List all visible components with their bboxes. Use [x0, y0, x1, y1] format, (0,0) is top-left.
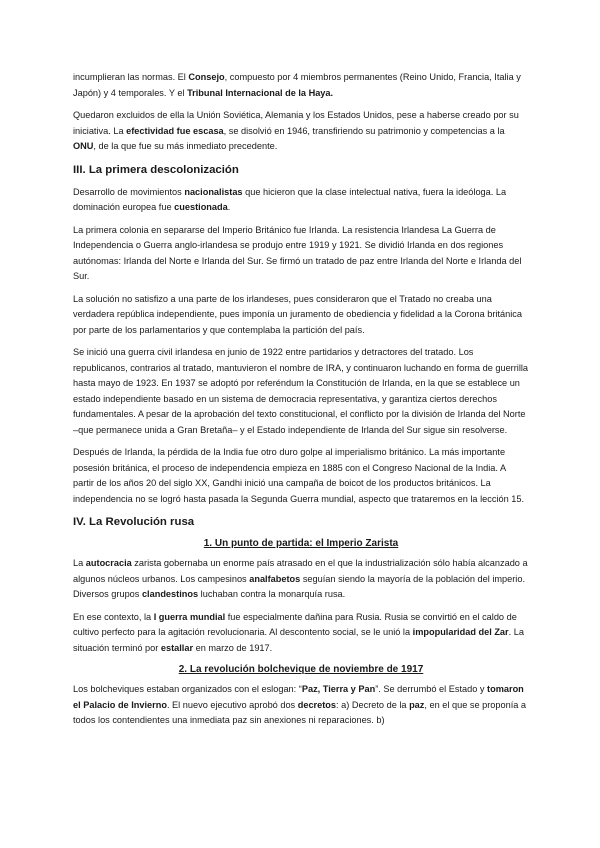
section-heading — [73, 515, 529, 530]
bold-text: Consejo — [188, 72, 225, 82]
text-run: : a) Decreto de la — [336, 699, 410, 710]
paragraph — [73, 556, 529, 603]
paragraph — [73, 223, 529, 285]
bold-text: paz — [409, 699, 425, 710]
text-run: Se inició una guerra civil irlandesa en junio de 1922 entre partidarios y detractores del tratado. Los republicanos, contrarios al tratado, mantuvieron el nombre de IRA, y continuaron luchando en forma de guerrilla hasta mayo de 1923. En 1937 se adoptó por referéndum la Constitución de Irlanda, en la que se establece un estado independiente basado en un sistema de democracia representativa, y garantiza ciertos derechos fundamentales. A pesar de la aprobación del texto constitucional, el conflicto por la división de Irlanda del Norte –que permanece unida a Gran Bretaña– y el Estado independiente de Irlanda del Sur sigue sin resolverse. — [73, 347, 529, 435]
text-run: La solución no satisfizo a una parte de los irlandeses, pues consideraron que el Tratado no creaba una verdadera república independiente, pues imponía un juramento de obediencia y fidelidad a la Corona británica por parte de los parlamentarios y que contemplaba la partición del país. — [73, 293, 522, 335]
section-heading — [73, 163, 529, 178]
paragraph — [73, 345, 529, 438]
bold-text: autocracia — [85, 558, 132, 568]
text-run: , en el que se proponía a todos los contendientes una inmediata paz sin anexiones ni reparaciones. b) — [73, 699, 527, 725]
bold-text: ONU — [73, 141, 94, 151]
paragraph — [73, 185, 529, 216]
text-run: La primera colonia en separarse del Imperio Británico fue Irlanda. La resistencia Irlandesa La Guerra de Independencia o Guerra anglo-irlandesa se produjo entre 1919 y 1921. Se dividió Irlanda en dos regiones autónomas: Irlanda del Norte e Irlanda del Sur. Se firmó un tratado de paz entre Irlanda del Norte e Irlanda del Sur. — [73, 224, 522, 281]
text-run: ”. Se derrumbó el Estado y — [375, 684, 488, 694]
bold-text: efectividad fue escasa — [126, 125, 224, 136]
paragraph — [73, 70, 529, 101]
text-run: seguían siendo la mayoría de la población del imperio. Diversos grupos — [73, 573, 526, 599]
text-run: . — [227, 202, 231, 212]
text-run: Los bolcheviques estaban organizados con el eslogan: “ — [73, 684, 302, 694]
text-run: Quedaron excluidos de ella la Unión Soviética, Alemania y los Estados Unidos, pese a haberse creado por su iniciativa. La — [73, 110, 519, 136]
bold-text: analfabetos — [249, 573, 301, 584]
paragraph — [73, 108, 529, 155]
subsection-heading — [73, 663, 529, 677]
text-run: IV. La Revolución rusa — [73, 516, 195, 528]
text-run: , se disolvió en 1946, transfiriendo su patrimonio y competencias a la — [223, 125, 505, 136]
text-run: Desarrollo de movimientos — [73, 186, 185, 197]
text-run: La — [73, 558, 86, 568]
text-run: 1. Un punto de partida: el Imperio Zarista — [203, 538, 399, 549]
text-run: que hicieron que la clase intelectual nativa, fuera la ideóloga. La dominación europea fue — [73, 186, 507, 212]
paragraph — [73, 292, 529, 339]
bold-text: decretos — [297, 699, 337, 710]
bold-text: Paz, Tierra y Pan — [301, 684, 376, 694]
bold-text: tomaron el Palacio de Invierno — [73, 684, 524, 710]
paragraph — [73, 610, 529, 657]
text-run: , compuesto por 4 miembros permanentes (Reino Unido, Francia, Italia y Japón) y 4 temporales. Y el — [73, 72, 521, 98]
bold-text: estallar — [160, 642, 194, 653]
text-run: . La situación terminó por — [73, 627, 524, 653]
text-run: zarista gobernaba un enorme país atrasado en el que la industrialización sólo había alcanzado a algunos núcleos urbanos. Los campesinos — [73, 558, 528, 584]
document-page — [73, 70, 529, 736]
subsection-heading — [73, 537, 529, 551]
text-run: fue especialmente dañina para Rusia. Rusia se convirtió en el caldo de cultivo perfecto para la agitación revolucionaria. Al descontento social, se le unió la — [73, 611, 517, 637]
paragraph — [73, 682, 529, 729]
text-run: , de la que fue su más inmediato precedente. — [93, 141, 278, 151]
text-run: . El nuevo ejecutivo aprobó dos — [166, 699, 298, 710]
bold-text: nacionalistas — [184, 186, 243, 197]
text-run: luchaban contra la monarquía rusa. — [198, 589, 346, 599]
bold-text: clandestinos — [141, 589, 199, 599]
text-run: 2. La revolución bolchevique de noviembre de 1917 — [178, 664, 424, 675]
bold-text: impopularidad del Zar — [412, 627, 509, 637]
text-run: incumplieran las normas. El — [73, 72, 189, 82]
text-run: Después de Irlanda, la pérdida de la India fue otro duro golpe al imperialismo británico. La más importante posesión británica, el proceso de independencia empieza en 1885 con el Congreso Nacional de la India. A partir de los años 20 del siglo XX, Gandhi inició una campaña de boicot de los productos británicos. La independencia no se logró hasta pasada la Segunda Guerra mundial, aspecto que trataremos en la lección 15. — [73, 447, 524, 504]
text-run: En ese contexto, la — [73, 611, 154, 622]
bold-text: Tribunal Internacional de la Haya. — [187, 87, 334, 98]
bold-text: I guerra mundial — [153, 611, 226, 622]
bold-text: cuestionada — [174, 202, 228, 212]
text-run: en marzo de 1917. — [193, 642, 273, 653]
text-run: III. La primera descolonización — [73, 163, 239, 176]
paragraph — [73, 445, 529, 507]
